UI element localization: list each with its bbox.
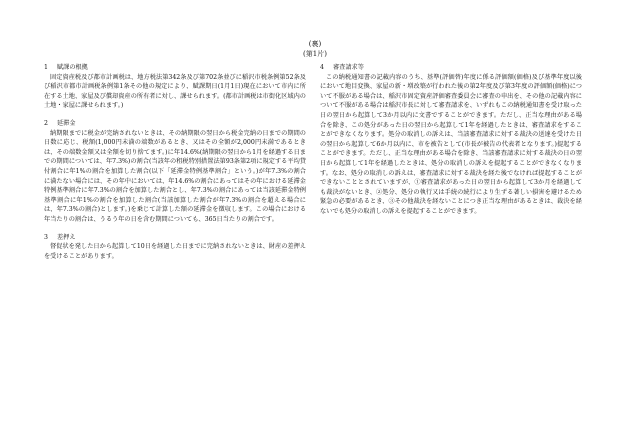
section-heading [44,63,306,73]
section-number: 3 [44,233,48,241]
section-body: 納期限までに税金が完納されないときは、その納期限の翌日から税金完納の日までの期間の日数に応じ、税額(1,000円未満の端数があるとき、又はその全額が2,000円未満であるときは、その端数金額又は全額を切り捨てます。)に年14.6%(納期限の翌日から1月を経過する日までの期間については、年7.3%)の割合(当該年の租税特別措置法第93条第2項に規定する平均貸付割合に年1%の割合を加算した割合(以下「延滞金特例基準割合」という。)が年7.3%の割合に満たない場合には、その年中においては、年14.6%の割合にあってはその年における延滞金特例基準割合に年7.3%の割合を加算した割合とし、年7.3%の割合にあっては当該延滞金特例基準割合に年1%の割合を加算した割合(当該加算した割合が年7.3%の割合を超える場合には、年7.3%の割合)とします。)を乗じて計算した額の延滞金を徴収します。この場合における年当たりの割合は、うるう年の日を含む期間についても、365日当たりの割合です。 [44,129,306,223]
section-title: 審査請求等 [333,64,364,71]
section-title: 差押え [57,233,76,241]
section-body: 督促状を発した日から起算して10日を経過した日までに完納されないときは、財産の差押えを受けることがあります。 [44,243,306,260]
section-late-fee [44,119,306,225]
section-number: 2 [44,119,48,127]
section-title: 賦課の根拠 [57,64,88,71]
section-heading [320,63,582,73]
section-assessment-basis [44,63,306,111]
section-heading [44,233,306,243]
section-number: 1 [44,64,48,71]
page-number-label: (第1片) [303,50,327,58]
left-column [44,63,306,269]
right-column [320,63,582,225]
page-side-label: (裏) [308,40,322,48]
section-seizure [44,233,306,262]
section-number: 4 [320,64,324,71]
section-heading [44,119,306,129]
section-title: 延滞金 [57,119,76,127]
section-body: 固定資産税及び都市計画税は、地方税法第342条及び第702条並びに稲沢市税条例第52条及び稲沢市都市計画税条例第1条その他の規定により、賦課期日(1月1日)現在において市内に所在する土地、家屋及び償却資産の所有者に対し、課せられます。(都市計画税は市街化区域内の土地・家屋に課せられます。) [44,73,306,110]
section-body: この納税通知書の記載内容のうち、基準(評価替)年度に係る評価額(価格)及び基準年度以後において地目変換、家屋の新・増改築が行われた後の第2年度及び第3年度の評価額(価格)について不服がある場合は、稲沢市固定資産評価審査委員会に審査の申出を、その他の記載内容について不服がある場合は稲沢市長に対して審査請求を、いずれもこの納税通知書を受け取った日の翌日から起算して3か月以内に文書ですることができます。ただし、正当な理由がある場合を除き、この処分があった日の翌日から起算して1年を経過したときは、審査請求をすることができなくなります。処分の取消しの訴えは、当該審査請求に対する裁決の送達を受けた日の翌日から起算して6か月以内に、市を被告として(市長が被告の代表者となります。)提起することができます。ただし、正当な理由がある場合を除き、当該審査請求に対する裁決の日の翌日から起算して1年を経過したときは、処分の取消しの訴えを提起することができなくなります。なお、処分の取消しの訴えは、審査請求に対する裁決を経た後でなければ提起することができないこととされていますが、①審査請求があった日の翌日から起算して3か月を経過しても裁決がないとき、②処分、処分の執行又は手続の続行により生ずる著しい損害を避けるため緊急の必要があるとき、③その他裁決を経ないことにつき正当な理由があるときは、裁決を経ないでも処分の取消しの訴えを提起することができます。 [320,73,582,215]
section-appeal [320,63,582,217]
